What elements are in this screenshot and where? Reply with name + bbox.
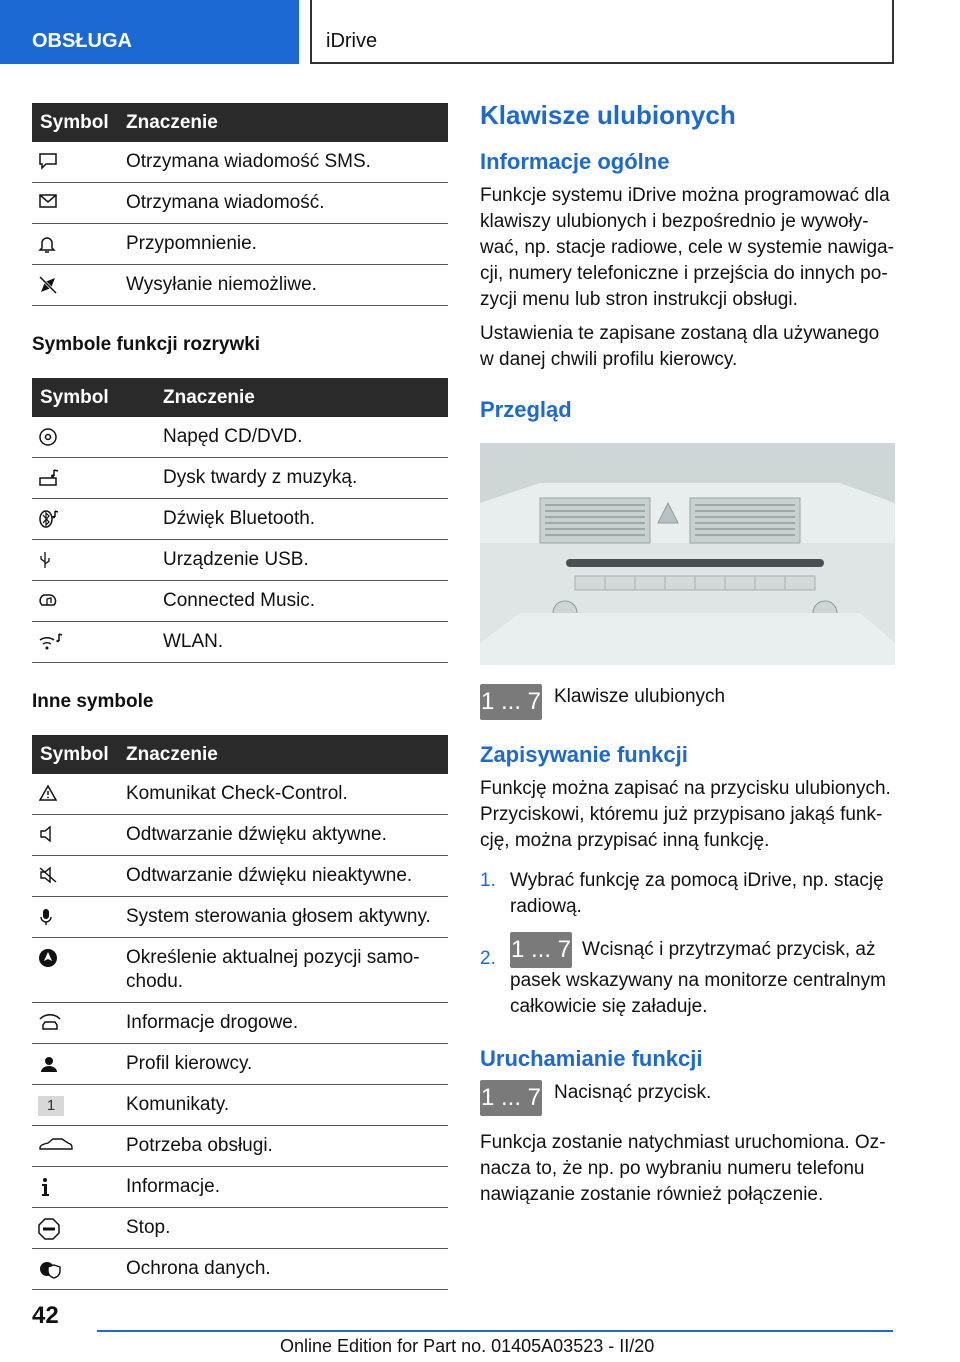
envelope-icon xyxy=(38,193,58,209)
table-row xyxy=(32,1167,448,1208)
list-item xyxy=(480,932,895,1020)
meaning: Potrzeba obsługi. xyxy=(118,1126,448,1167)
meaning: Connected Music. xyxy=(155,581,448,622)
run-paragraph: Funkcja zostanie natychmiast uruchomiona. Oznacza to, że np. po wybraniu numeru telefonu nawiązanie zostanie również połączenie. xyxy=(480,1132,886,1205)
entertainment-heading: Symbole funkcji rozrywki xyxy=(32,334,261,355)
general-paragraph-1: Funkcje systemu iDrive można programować dla klawiszy ulubionych i bezpośrednio je wywoływać, np. stacje radiowe, cele w systemie nawigacji, numery telefoniczne i przejścia do innych pozycji menu lub stron instrukcji obsługi. xyxy=(480,185,894,310)
table-row xyxy=(32,1003,448,1044)
info-icon xyxy=(38,1177,52,1197)
run-caption: Nacisnąć przycisk. xyxy=(554,1082,712,1103)
table-row xyxy=(32,540,448,581)
step-text: Wybrać funkcję za pomocą iDrive, np. stację radiową. xyxy=(510,870,884,917)
table-row xyxy=(32,1044,448,1085)
meaning: Określenie aktualnej pozycji samochodu. xyxy=(118,938,448,1003)
favorite-keys-badge: 1 ... 7 xyxy=(510,932,572,968)
run-heading: Uruchamianie funkcji xyxy=(480,1046,703,1071)
save-heading: Zapisywanie funkcji xyxy=(480,742,688,767)
table-row xyxy=(32,1085,448,1126)
general-heading: Informacje ogólne xyxy=(480,149,670,174)
meaning: Ochrona danych. xyxy=(118,1249,448,1290)
table-row xyxy=(32,224,448,265)
page-number: 42 xyxy=(32,1302,59,1329)
meaning: Przypomnienie. xyxy=(118,224,448,265)
meaning: System sterowania głosem aktywny. xyxy=(118,897,448,938)
meaning: Otrzymana wiadomość SMS. xyxy=(118,142,448,183)
col-symbol: Symbol xyxy=(32,103,118,142)
bell-icon xyxy=(38,234,56,254)
meaning: Odtwarzanie dźwięku aktywne. xyxy=(118,815,448,856)
table-row xyxy=(32,622,448,663)
dashboard-photo xyxy=(480,443,895,665)
microphone-icon xyxy=(38,907,54,927)
page-title: Klawisze ulubionych xyxy=(480,100,736,130)
meaning: Komunikaty. xyxy=(118,1085,448,1126)
entertainment-table xyxy=(32,378,448,663)
table-row xyxy=(32,815,448,856)
other-symbols-table xyxy=(32,735,448,1290)
table-row xyxy=(32,1208,448,1249)
meaning: Stop. xyxy=(118,1208,448,1249)
meaning: Informacje drogowe. xyxy=(118,1003,448,1044)
overview-heading: Przegląd xyxy=(480,397,572,422)
table-row xyxy=(32,499,448,540)
usb-icon xyxy=(38,550,52,570)
overview-caption: Klawisze ulubionych xyxy=(554,686,726,707)
chapter-title: iDrive xyxy=(326,30,378,52)
connected-music-icon xyxy=(38,591,60,611)
col-meaning: Znaczenie xyxy=(118,735,448,774)
messages-table xyxy=(32,103,448,306)
left-column xyxy=(32,103,448,1290)
table-row xyxy=(32,1126,448,1167)
table-row xyxy=(32,265,448,306)
wlan-music-icon xyxy=(38,632,64,652)
run-callout xyxy=(480,1080,895,1116)
meaning: Dźwięk Bluetooth. xyxy=(155,499,448,540)
table-row xyxy=(32,458,448,499)
table-row xyxy=(32,417,448,458)
favorite-keys-badge: 1 ... 7 xyxy=(480,1080,542,1116)
step-number: 2. xyxy=(480,948,496,969)
footer-rule xyxy=(97,1330,893,1332)
speech-bubble-icon xyxy=(38,152,58,170)
speaker-icon xyxy=(38,825,58,843)
col-meaning: Znaczenie xyxy=(118,103,448,142)
col-symbol: Symbol xyxy=(32,378,155,417)
speaker-muted-icon xyxy=(38,866,58,884)
disc-icon xyxy=(38,427,58,447)
footer-edition: Online Edition for Part no. 01405A03523 - II/20 xyxy=(280,1336,655,1356)
meaning: Urządzenie USB. xyxy=(155,540,448,581)
position-arrow-icon xyxy=(38,948,58,968)
table-row xyxy=(32,897,448,938)
meaning: Profil kierowcy. xyxy=(118,1044,448,1085)
message-count-icon: 1 xyxy=(38,1096,64,1116)
section-title: OBSŁUGA xyxy=(32,30,132,52)
col-symbol: Symbol xyxy=(32,735,118,774)
save-paragraph: Funkcję można zapisać na przycisku ulubionych. Przyciskowi, któremu już przypisano jakąś funkcję, można przypisać inną funkcję. xyxy=(480,778,891,851)
table-row xyxy=(32,183,448,224)
step-text: Wcisnąć i przytrzymać przycisk, aż pasek wskazywany na monitorze centralnym całkowicie się załaduje. xyxy=(510,939,886,1017)
data-protection-icon xyxy=(38,1259,62,1279)
step-number: 1. xyxy=(480,870,496,891)
car-service-icon xyxy=(38,1136,74,1154)
general-paragraph-2: Ustawienia te zapisane zostaną dla używanego w danej chwili profilu kierowcy. xyxy=(480,323,880,370)
chapter-header xyxy=(310,0,894,64)
table-row xyxy=(32,1249,448,1290)
table-row xyxy=(32,581,448,622)
meaning: Wysyłanie niemożliwe. xyxy=(118,265,448,306)
bluetooth-audio-icon xyxy=(38,509,60,529)
meaning: Napęd CD/DVD. xyxy=(155,417,448,458)
stop-icon xyxy=(38,1218,60,1240)
meaning: Informacje. xyxy=(118,1167,448,1208)
meaning: WLAN. xyxy=(155,622,448,663)
favorite-keys-badge: 1 ... 7 xyxy=(480,684,542,720)
driver-profile-icon xyxy=(38,1054,60,1074)
meaning: Otrzymana wiadomość. xyxy=(118,183,448,224)
list-item xyxy=(480,868,895,920)
section-tab xyxy=(0,0,299,64)
col-meaning: Znaczenie xyxy=(155,378,448,417)
right-column xyxy=(480,100,895,1216)
meaning: Dysk twardy z muzyką. xyxy=(155,458,448,499)
meaning: Odtwarzanie dźwięku nieaktywne. xyxy=(118,856,448,897)
warning-triangle-icon xyxy=(38,784,58,802)
send-blocked-icon xyxy=(38,275,58,295)
hard-disk-music-icon xyxy=(38,468,60,488)
table-row xyxy=(32,938,448,1003)
table-row xyxy=(32,142,448,183)
table-row xyxy=(32,774,448,815)
table-row xyxy=(32,856,448,897)
overview-callout xyxy=(480,684,895,720)
traffic-info-icon xyxy=(38,1013,62,1033)
meaning: Komunikat Check-Control. xyxy=(118,774,448,815)
other-heading: Inne symbole xyxy=(32,691,154,712)
